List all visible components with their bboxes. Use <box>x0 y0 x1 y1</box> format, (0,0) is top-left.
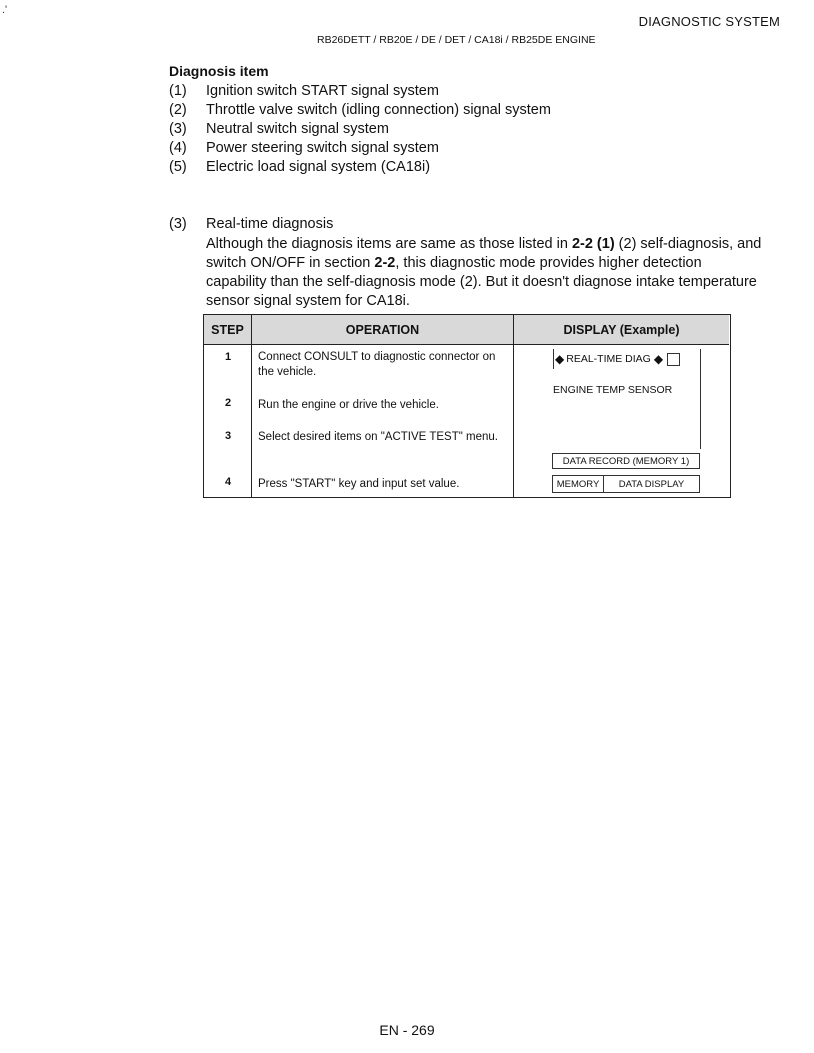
section-title: DIAGNOSTIC SYSTEM <box>638 14 780 29</box>
page-number: EN - 269 <box>379 1022 435 1038</box>
column-divider <box>251 345 252 497</box>
item-number: (5) <box>169 159 187 175</box>
header-step: STEP <box>204 315 252 345</box>
item-text: Neutral switch signal system <box>206 121 389 137</box>
header-display: DISPLAY (Example) <box>514 315 729 345</box>
step-number: 4 <box>224 476 232 488</box>
procedure-table <box>203 314 731 498</box>
data-display-button: DATA DISPLAY <box>618 478 685 490</box>
item-number: (3) <box>169 121 187 137</box>
list-item <box>169 158 769 177</box>
engine-applicability: RB26DETT / RB20E / DE / DET / CA18i / RB25DE ENGINE <box>317 34 596 46</box>
step-number: 1 <box>224 351 232 363</box>
paragraph-text: Although the diagnosis items are same as those listed in <box>206 236 572 252</box>
paragraph-text: (2) self-diagnosis, and switch ON/OFF in section <box>206 236 762 271</box>
list-item <box>169 139 769 158</box>
step-operation: Run the engine or drive the vehicle. <box>258 399 439 411</box>
column-divider <box>513 345 514 497</box>
consult-screen-example <box>552 349 702 496</box>
item-text: Ignition switch START signal system <box>206 83 439 99</box>
step-number: 2 <box>224 397 232 409</box>
screen-sensor-label: ENGINE TEMP SENSOR <box>553 384 673 396</box>
item-text: Power steering switch signal system <box>206 140 439 156</box>
step-operation: Connect CONSULT to diagnostic connector on the vehicle. <box>258 351 496 378</box>
diagnosis-item-heading: Diagnosis item <box>169 63 269 79</box>
realtime-paragraph <box>206 235 766 311</box>
screen-title-bar <box>553 349 702 369</box>
item-number: (1) <box>169 83 187 99</box>
item-text: Electric load signal system (CA18i) <box>206 159 431 175</box>
section-ref: 2-2 (1) <box>571 236 615 252</box>
step-operation: Press "START" key and input set value. <box>258 478 460 490</box>
item-text: Throttle valve switch (idling connection) signal system <box>206 102 551 118</box>
diamond-icon: ◆ <box>555 352 565 366</box>
diagnosis-item-list <box>169 82 769 182</box>
data-record-button: DATA RECORD (MEMORY 1) <box>552 453 700 469</box>
list-item <box>169 82 769 101</box>
step-number: 3 <box>224 430 232 442</box>
checkbox-icon <box>667 353 680 366</box>
screen-bottom-bar <box>552 475 700 493</box>
item-number: (4) <box>169 140 187 156</box>
paragraph-text: , this diagnostic mode provides higher detection capability than the self-diagnosis mode (2). But it doesn't diagnose intake temperature sensor signal system for CA18i. <box>206 255 757 309</box>
section-title-realtime: Real-time diagnosis <box>206 216 334 232</box>
memory-button: MEMORY <box>553 476 604 492</box>
screen-title: REAL-TIME DIAG <box>566 353 651 365</box>
list-item <box>169 101 769 120</box>
step-operation: Select desired items on "ACTIVE TEST" menu. <box>258 431 498 443</box>
header-operation: OPERATION <box>252 315 514 345</box>
corner-mark: .' <box>2 4 8 16</box>
list-item <box>169 120 769 139</box>
item-number: (2) <box>169 102 187 118</box>
screen-border <box>700 349 701 449</box>
section-ref: 2-2 <box>374 255 396 271</box>
section-number: (3) <box>169 216 187 232</box>
diamond-icon: ◆ <box>653 352 664 366</box>
